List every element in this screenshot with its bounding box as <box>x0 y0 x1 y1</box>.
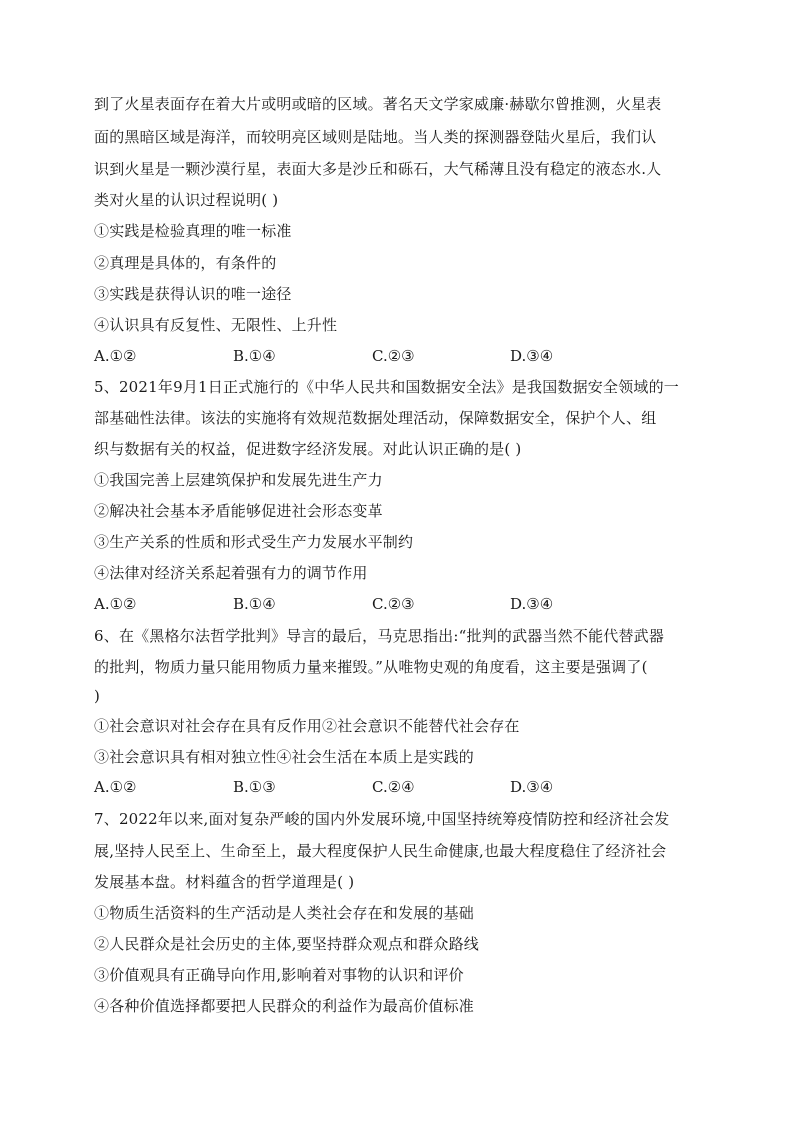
q5-option-d: D.③④ <box>510 595 554 613</box>
q4-option-b: B.①④ <box>233 347 276 365</box>
q5-option-b: B.①④ <box>233 595 276 613</box>
q6-stem-line-1: 6、在《黑格尔法哲学批判》导言的最后，马克思指出:“批判的武器当然不能代替武器 <box>94 627 665 645</box>
q5-stem-line-1: 5、2021年9月1日正式施行的《中华人民共和国数据安全法》是我国数据安全领域的一 <box>94 378 680 396</box>
q6-statement-2: ③社会意识具有相对独立性④社会生活在本质上是实践的 <box>94 748 475 766</box>
q7-stem-line-2: 展,坚持人民至上、生命至上，最大程度保护人民生命健康,也最大程度稳住了经济社会 <box>94 842 667 860</box>
q6-option-d: D.③④ <box>510 778 554 796</box>
q7-statement-1: ①物质生活资料的生产活动是人类社会存在和发展的基础 <box>94 904 475 922</box>
q4-option-c: C.②③ <box>372 347 415 365</box>
q5-stem-line-2: 部基础性法律。该法的实施将有效规范数据处理活动，保障数据安全，保护个人、组 <box>94 409 657 427</box>
q6-option-b: B.①③ <box>233 778 276 796</box>
q6-options <box>94 777 704 797</box>
q4-statement-4: ④认识具有反复性、无限性、上升性 <box>94 316 338 334</box>
q4-stem-line-4: 类对火星的认识过程说明( ) <box>94 191 279 209</box>
q4-stem-line-2: 面的黑暗区域是海洋，而较明亮区域则是陆地。当人类的探测器登陆火星后，我们认 <box>94 128 657 146</box>
q7-statement-3: ③价值观具有正确导向作用,影响着对事物的认识和评价 <box>94 966 464 984</box>
q4-stem-line-1: 到了火星表面存在着大片或明或暗的区域。著名天文学家威廉·赫歇尔曾推测，火星表 <box>94 95 662 113</box>
q4-statement-2: ②真理是具体的，有条件的 <box>94 254 277 272</box>
q4-option-d: D.③④ <box>510 347 554 365</box>
q6-statement-1: ①社会意识对社会存在具有反作用②社会意识不能替代社会存在 <box>94 717 520 735</box>
q7-statement-4: ④各种价值选择都要把人民群众的利益作为最高价值标准 <box>94 997 475 1015</box>
q7-statement-2: ②人民群众是社会历史的主体,要坚持群众观点和群众路线 <box>94 935 479 953</box>
q5-statement-4: ④法律对经济关系起着强有力的调节作用 <box>94 564 368 582</box>
q6-stem-line-2: 的批判，物质力量只能用物质力量来摧毁。”从唯物史观的角度看，这主要是强调了( <box>94 658 648 676</box>
q5-statement-1: ①我国完善上层建筑保护和发展先进生产力 <box>94 471 383 489</box>
q7-stem-line-1: 7、2022年以来,面对复杂严峻的国内外发展环境,中国坚持统筹疫情防控和经济社会发 <box>94 810 670 828</box>
q4-statement-1: ①实践是检验真理的唯一标准 <box>94 222 292 240</box>
q4-stem-line-3: 识到火星是一颗沙漠行星，表面大多是沙丘和砾石，大气稀薄且没有稳定的液态水.人 <box>94 160 662 178</box>
q5-options <box>94 594 704 614</box>
q5-option-a: A.①② <box>94 595 137 613</box>
q5-statement-3: ③生产关系的性质和形式受生产力发展水平制约 <box>94 533 414 551</box>
q5-statement-2: ②解决社会基本矛盾能够促进社会形态变革 <box>94 502 383 520</box>
q7-stem-line-3: 发展基本盘。材料蕴含的哲学道理是( ) <box>94 873 355 891</box>
q4-statement-3: ③实践是获得认识的唯一途径 <box>94 285 292 303</box>
q6-stem-line-3: ) <box>94 687 101 705</box>
q6-option-c: C.②④ <box>372 778 415 796</box>
q4-option-a: A.①② <box>94 347 137 365</box>
q4-options <box>94 346 704 366</box>
q5-stem-line-3: 织与数据有关的权益，促进数字经济发展。对此认识正确的是( ) <box>94 440 522 458</box>
q5-option-c: C.②③ <box>372 595 415 613</box>
q6-option-a: A.①② <box>94 778 137 796</box>
